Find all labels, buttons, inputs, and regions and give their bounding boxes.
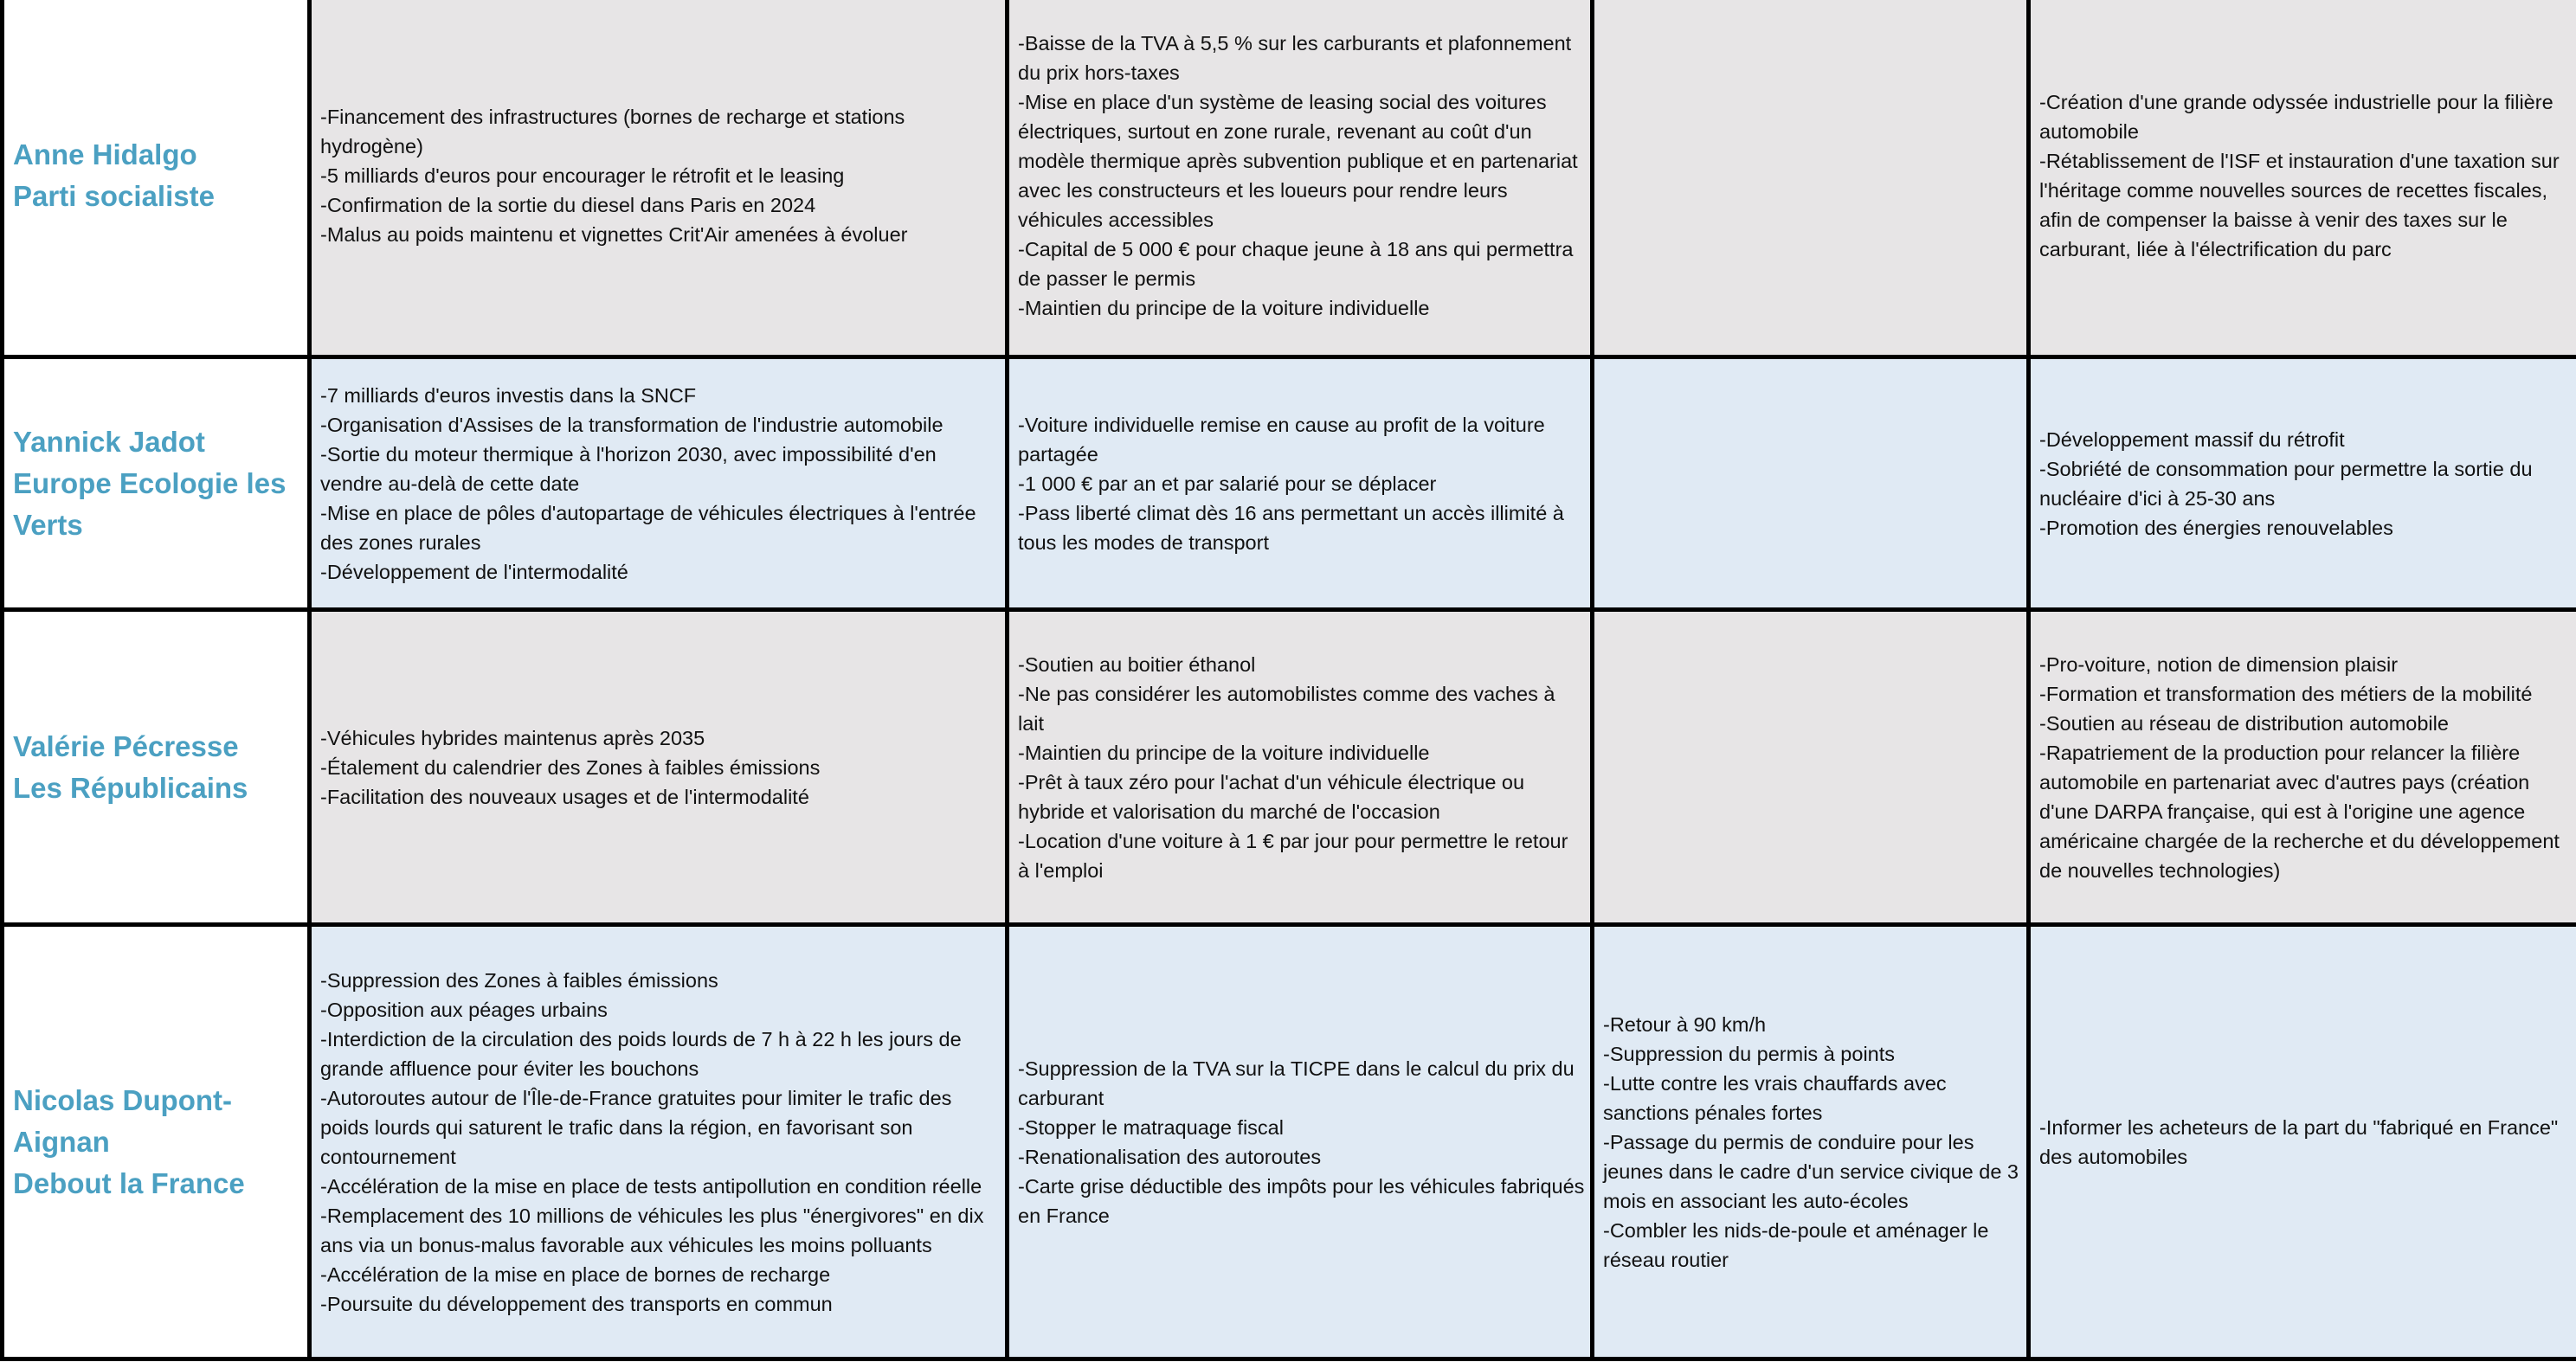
measure-item: -Opposition aux péages urbains bbox=[320, 998, 608, 1021]
measure-item: -Organisation d'Assises de la transformation de l'industrie automobile bbox=[320, 413, 943, 436]
measure-item: -Ne pas considérer les automobilistes comme des vaches à lait bbox=[1018, 682, 1555, 735]
measure-item: -Voiture individuelle remise en cause au profit de la voiture partagée bbox=[1018, 413, 1545, 466]
road-safety-measures-cell[interactable] bbox=[1593, 610, 2029, 925]
candidate-name-line: Anne Hidalgo bbox=[13, 138, 197, 170]
table-row bbox=[3, 0, 2576, 357]
industry-measures-cell[interactable] bbox=[2029, 357, 2576, 610]
candidate-name-line: Parti socialiste bbox=[13, 179, 215, 212]
candidate-name-line: Les Républicains bbox=[13, 771, 248, 804]
measure-item: -Développement de l'intermodalité bbox=[320, 560, 628, 583]
measure-item: -Formation et transformation des métiers de la mobilité bbox=[2039, 682, 2533, 705]
measure-item: -Suppression des Zones à faibles émissions bbox=[320, 968, 718, 992]
measure-item: -Malus au poids maintenu et vignettes Crit'Air amenées à évoluer bbox=[320, 222, 908, 246]
candidate-name-cell[interactable] bbox=[3, 357, 310, 610]
candidate-name-line: Europe Ecologie les bbox=[13, 466, 287, 499]
measure-item: -Étalement du calendrier des Zones à faibles émissions bbox=[320, 755, 821, 779]
measure-item: -Développement massif du rétrofit bbox=[2039, 427, 2345, 451]
measure-item: -Retour à 90 km/h bbox=[1603, 1012, 1767, 1036]
measure-item: -Accélération de la mise en place de bornes de recharge bbox=[320, 1262, 831, 1286]
measure-item: -1 000 € par an et par salarié pour se déplacer bbox=[1018, 472, 1437, 495]
measure-item: -Interdiction de la circulation des poids lourds de 7 h à 22 h les jours de grande affluence pour éviter les bouchons bbox=[320, 1027, 962, 1080]
table-row bbox=[3, 925, 2576, 1359]
measure-item: -5 milliards d'euros pour encourager le rétrofit et le leasing bbox=[320, 164, 845, 187]
measure-item: -Rapatriement de la production pour relancer la filière automobile en partenariat avec d'autres pays (création d'une DARPA française, qui est à l'origine une agence américaine chargée de la recherche et du développement de nouvelles technologies) bbox=[2039, 741, 2560, 882]
measure-item: -Informer les acheteurs de la part du "fabriqué en France" des automobiles bbox=[2039, 1115, 2559, 1168]
candidate-name-line: Aignan bbox=[13, 1125, 110, 1158]
candidate-name-cell[interactable] bbox=[3, 925, 310, 1359]
pricing-measures-cell[interactable] bbox=[1008, 610, 1593, 925]
infrastructure-measures-cell[interactable] bbox=[310, 357, 1008, 610]
measure-item: -Pass liberté climat dès 16 ans permettant un accès illimité à tous les modes de transport bbox=[1018, 501, 1564, 554]
measure-item: -Soutien au boitier éthanol bbox=[1018, 652, 1256, 676]
infrastructure-measures-cell[interactable] bbox=[310, 925, 1008, 1359]
measure-item: -Poursuite du développement des transports en commun bbox=[320, 1292, 833, 1315]
pricing-measures-cell[interactable] bbox=[1008, 0, 1593, 357]
measure-item: -Accélération de la mise en place de tests antipollution en condition réelle bbox=[320, 1174, 982, 1198]
measure-item: -Capital de 5 000 € pour chaque jeune à 18 ans qui permettra de passer le permis bbox=[1018, 237, 1574, 290]
candidate-name-cell[interactable] bbox=[3, 610, 310, 925]
measure-item: -Mise en place d'un système de leasing social des voitures électriques, surtout en zone rurale, revenant au coût d'un modèle thermique après subvention publique et en partenariat avec les constructeurs et les loueurs pour rendre leurs véhicules accessibles bbox=[1018, 90, 1578, 231]
measure-item: -Confirmation de la sortie du diesel dans Paris en 2024 bbox=[320, 193, 816, 216]
measure-item: -Sortie du moteur thermique à l'horizon 2030, avec impossibilité d'en vendre au-delà de cette date bbox=[320, 442, 937, 495]
measure-item: -Pro-voiture, notion de dimension plaisir bbox=[2039, 652, 2399, 676]
table-row bbox=[3, 610, 2576, 925]
industry-measures-cell[interactable] bbox=[2029, 925, 2576, 1359]
pricing-measures-cell[interactable] bbox=[1008, 357, 1593, 610]
infrastructure-measures-cell[interactable] bbox=[310, 610, 1008, 925]
measure-item: -7 milliards d'euros investis dans la SNCF bbox=[320, 383, 697, 407]
measure-item: -Financement des infrastructures (bornes de recharge et stations hydrogène) bbox=[320, 105, 905, 157]
measure-item: -Prêt à taux zéro pour l'achat d'un véhicule électrique ou hybride et valorisation du marché de l'occasion bbox=[1018, 770, 1525, 823]
candidate-name-line: Yannick Jadot bbox=[13, 425, 205, 458]
candidate-name-line: Debout la France bbox=[13, 1166, 245, 1199]
measure-item: -Rétablissement de l'ISF et instauration d'une taxation sur l'héritage comme nouvelles sources de recettes fiscales, afin de compenser la baisse à venir des taxes sur le carburant, liée à l'électrification du parc bbox=[2039, 149, 2560, 260]
measure-item: -Stopper le matraquage fiscal bbox=[1018, 1115, 1284, 1139]
measure-item: -Mise en place de pôles d'autopartage de véhicules électriques à l'entrée des zones rurales bbox=[320, 501, 976, 554]
measure-item: -Promotion des énergies renouvelables bbox=[2039, 516, 2393, 539]
measure-item: -Remplacement des 10 millions de véhicules les plus "énergivores" en dix ans via un bonus-malus favorable aux véhicules les moins polluants bbox=[320, 1204, 984, 1256]
measure-item: -Suppression de la TVA sur la TICPE dans le calcul du prix du carburant bbox=[1018, 1057, 1575, 1109]
measure-item: -Location d'une voiture à 1 € par jour pour permettre le retour à l'emploi bbox=[1018, 829, 1568, 882]
measure-item: -Renationalisation des autoroutes bbox=[1018, 1145, 1322, 1168]
measure-item: -Lutte contre les vrais chauffards avec sanctions pénales fortes bbox=[1603, 1071, 1947, 1124]
candidate-name-line: Nicolas Dupont- bbox=[13, 1083, 232, 1116]
measure-item: -Sobriété de consommation pour permettre la sortie du nucléaire d'ici à 25-30 ans bbox=[2039, 457, 2533, 510]
road-safety-measures-cell[interactable] bbox=[1593, 925, 2029, 1359]
table-row bbox=[3, 357, 2576, 610]
measure-item: -Passage du permis de conduire pour les jeunes dans le cadre d'un service civique de 3 mois en associant les auto-écoles bbox=[1603, 1130, 2019, 1212]
infrastructure-measures-cell[interactable] bbox=[310, 0, 1008, 357]
measure-item: -Facilitation des nouveaux usages et de l'intermodalité bbox=[320, 785, 809, 808]
measure-item: -Suppression du permis à points bbox=[1603, 1042, 1896, 1065]
pricing-measures-cell[interactable] bbox=[1008, 925, 1593, 1359]
candidate-name-line: Valérie Pécresse bbox=[13, 729, 239, 762]
industry-measures-cell[interactable] bbox=[2029, 610, 2576, 925]
measure-item: -Maintien du principe de la voiture individuelle bbox=[1018, 296, 1430, 319]
measure-item: -Baisse de la TVA à 5,5 % sur les carburants et plafonnement du prix hors-taxes bbox=[1018, 31, 1572, 84]
measure-item: -Combler les nids-de-poule et aménager le réseau routier bbox=[1603, 1218, 1989, 1271]
candidate-name-cell[interactable] bbox=[3, 0, 310, 357]
road-safety-measures-cell[interactable] bbox=[1593, 357, 2029, 610]
industry-measures-cell[interactable] bbox=[2029, 0, 2576, 357]
measure-item: -Soutien au réseau de distribution automobile bbox=[2039, 711, 2449, 735]
measure-item: -Création d'une grande odyssée industrielle pour la filière automobile bbox=[2039, 90, 2553, 143]
road-safety-measures-cell[interactable] bbox=[1593, 0, 2029, 357]
measure-item: -Carte grise déductible des impôts pour les véhicules fabriqués en France bbox=[1018, 1174, 1585, 1227]
measure-item: -Autoroutes autour de l'Île-de-France gratuites pour limiter le trafic des poids lourds qui saturent le trafic dans la région, en favorisant son contournement bbox=[320, 1086, 952, 1168]
measure-item: -Maintien du principe de la voiture individuelle bbox=[1018, 741, 1430, 764]
candidate-name-line: Verts bbox=[13, 508, 83, 541]
measure-item: -Véhicules hybrides maintenus après 2035 bbox=[320, 726, 705, 749]
